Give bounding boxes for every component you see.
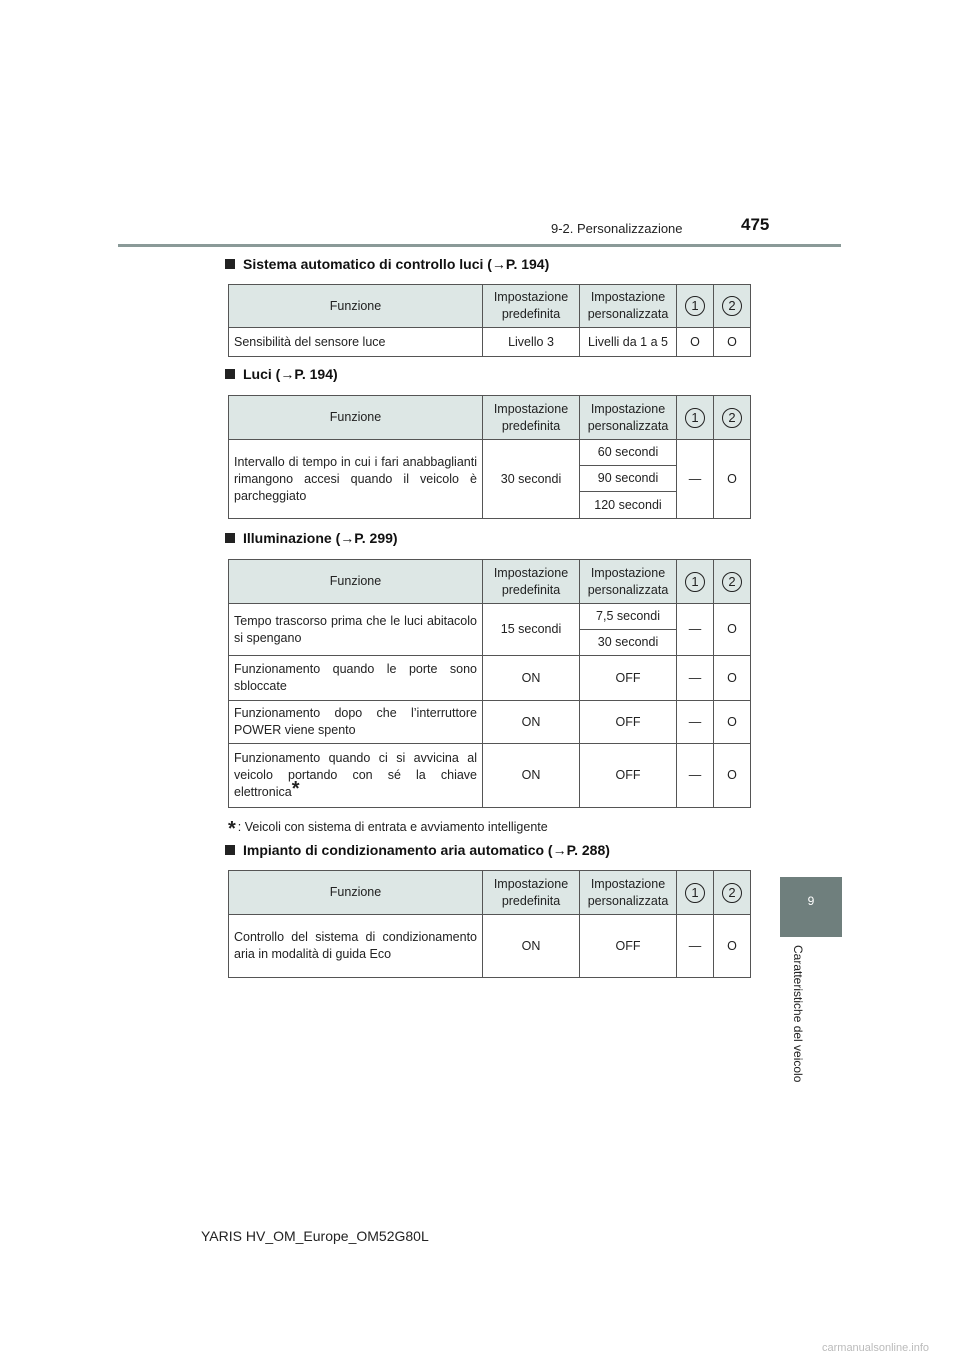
cell-method-2: O: [714, 915, 751, 978]
cell-function: Funzionamento quando le porte sono sbloccate: [229, 656, 483, 701]
watermark: carmanualsonline.info: [822, 1342, 930, 1354]
cell-function: Funzionamento dopo che l’interruttore POWER viene spento: [229, 701, 483, 744]
cell-custom-option: 60 secondi: [580, 440, 677, 466]
table-row: [229, 701, 751, 744]
circled-1-icon: 1: [685, 408, 705, 428]
cell-default: ON: [483, 656, 580, 701]
circled-1-icon: 1: [685, 883, 705, 903]
col-header-custom: Impostazione personalizzata: [580, 560, 677, 604]
cell-custom: OFF: [580, 744, 677, 808]
table-row: [229, 915, 751, 978]
square-bullet-icon: [225, 259, 235, 269]
cell-method-1: —: [677, 656, 714, 701]
circled-2-icon: 2: [722, 408, 742, 428]
table-lights: [228, 395, 751, 519]
cell-custom-option: 30 secondi: [580, 630, 677, 656]
col-header-custom: Impostazione personalizzata: [580, 871, 677, 915]
cell-default: Livello 3: [483, 328, 580, 357]
cell-method-1: —: [677, 604, 714, 656]
footnote: * : Veicoli con sistema di entrata e avviamento intelligente: [228, 818, 548, 840]
cell-method-1: —: [677, 440, 714, 519]
table-row: [229, 440, 751, 466]
circled-2-icon: 2: [722, 296, 742, 316]
table-header-row: [229, 560, 751, 604]
cell-method-1: —: [677, 701, 714, 744]
square-bullet-icon: [225, 369, 235, 379]
table-air-conditioning: [228, 870, 751, 978]
cell-function: Controllo del sistema di condizionamento aria in modalità di guida Eco: [229, 915, 483, 978]
cell-custom: OFF: [580, 656, 677, 701]
circled-2-icon: 2: [722, 572, 742, 592]
cell-default: 30 secondi: [483, 440, 580, 519]
cell-custom-option: 90 secondi: [580, 466, 677, 492]
section-title-lights: Luci (→P. 194): [225, 366, 338, 382]
table-illumination: [228, 559, 751, 808]
cell-custom: OFF: [580, 915, 677, 978]
cell-function: Tempo trascorso prima che le luci abitacolo si spengano: [229, 604, 483, 656]
cell-method-1: —: [677, 915, 714, 978]
cell-method-2: O: [714, 656, 751, 701]
table-header-row: [229, 871, 751, 915]
cell-method-2: O: [714, 701, 751, 744]
cell-default: ON: [483, 915, 580, 978]
col-header-function: Funzione: [229, 285, 483, 328]
cell-function: Intervallo di tempo in cui i fari anabbaglianti rimangono accesi quando il veicolo è parcheggiato: [229, 440, 483, 519]
cell-method-1: —: [677, 744, 714, 808]
cell-method-1: O: [677, 328, 714, 357]
chapter-label: Caratteristiche del veicolo: [791, 945, 805, 1083]
col-header-custom: Impostazione personalizzata: [580, 396, 677, 440]
chapter-number: 9: [807, 894, 815, 908]
cell-default: ON: [483, 701, 580, 744]
circled-1-icon: 1: [685, 296, 705, 316]
cell-custom-option: 120 secondi: [580, 492, 677, 519]
circled-2-icon: 2: [722, 883, 742, 903]
chapter-tab: [780, 877, 842, 937]
header-rule: [118, 244, 841, 247]
table-header-row: [229, 285, 751, 328]
cell-method-2: O: [714, 744, 751, 808]
cell-method-2: O: [714, 604, 751, 656]
col-header-function: Funzione: [229, 871, 483, 915]
table-auto-light: [228, 284, 751, 357]
cell-custom: OFF: [580, 701, 677, 744]
cell-custom: Livelli da 1 a 5: [580, 328, 677, 357]
col-header-function: Funzione: [229, 396, 483, 440]
cell-default: 15 secondi: [483, 604, 580, 656]
square-bullet-icon: [225, 533, 235, 543]
col-header-default: Impostazione predefinita: [483, 871, 580, 915]
cell-function: Funzionamento quando ci si avvicina al veicolo portando con sé la chiave elettronica*: [229, 744, 483, 808]
cell-function: Sensibilità del sensore luce: [229, 328, 483, 357]
col-header-default: Impostazione predefinita: [483, 560, 580, 604]
col-header-default: Impostazione predefinita: [483, 285, 580, 328]
footer-model-code: YARIS HV_OM_Europe_OM52G80L: [201, 1228, 429, 1244]
table-header-row: [229, 396, 751, 440]
section-header: 9-2. Personalizzazione: [551, 221, 683, 236]
section-title-illumination: Illuminazione (→P. 299): [225, 530, 398, 546]
table-row: [229, 328, 751, 357]
table-row: [229, 656, 751, 701]
table-row: [229, 604, 751, 630]
section-title-auto-light: Sistema automatico di controllo luci (→P. 194): [225, 256, 549, 272]
col-header-custom: Impostazione personalizzata: [580, 285, 677, 328]
footnote-marker: *: [291, 777, 300, 800]
cell-method-2: O: [714, 328, 751, 357]
table-row: [229, 744, 751, 808]
footnote-marker: *: [228, 818, 236, 840]
cell-default: ON: [483, 744, 580, 808]
cell-custom-option: 7,5 secondi: [580, 604, 677, 630]
col-header-function: Funzione: [229, 560, 483, 604]
page-number: 475: [741, 215, 770, 234]
cell-method-2: O: [714, 440, 751, 519]
section-title-air-conditioning: Impianto di condizionamento aria automatico (→P. 288): [225, 842, 610, 858]
circled-1-icon: 1: [685, 572, 705, 592]
col-header-default: Impostazione predefinita: [483, 396, 580, 440]
square-bullet-icon: [225, 845, 235, 855]
